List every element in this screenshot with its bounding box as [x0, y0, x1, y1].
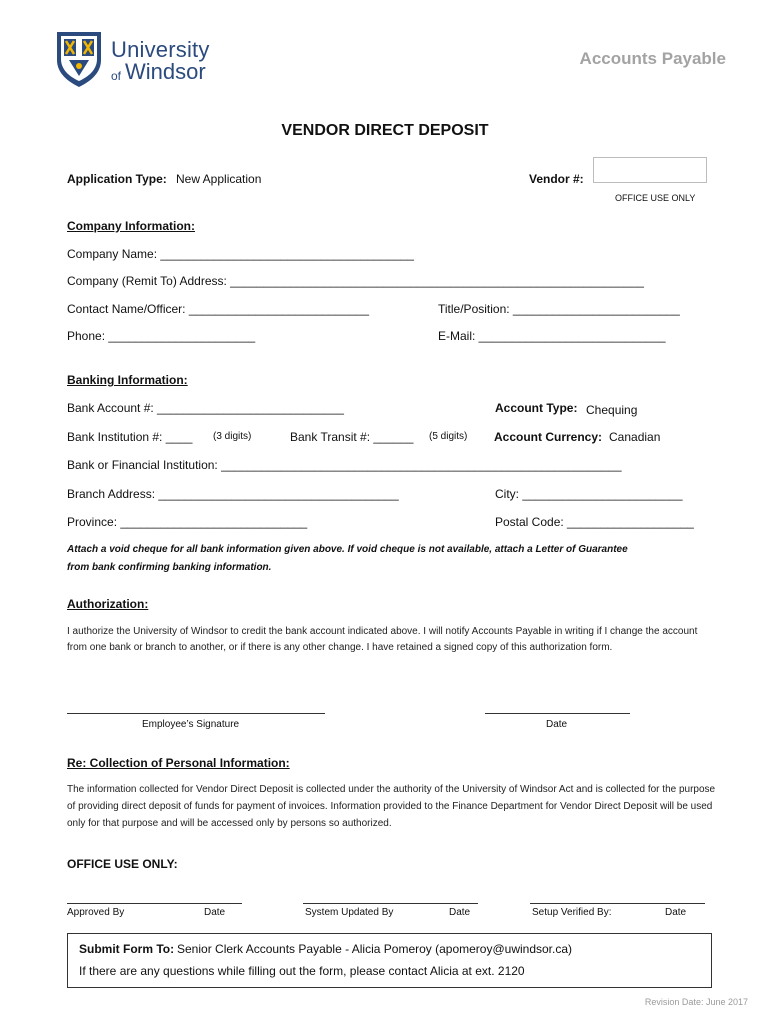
page-title: VENDOR DIRECT DEPOSIT: [281, 122, 489, 139]
company-info-heading: Company Information:: [67, 219, 195, 233]
contact-name-field[interactable]: Contact Name/Officer: ___________________________: [67, 302, 370, 316]
signature-date-label: Date: [546, 719, 568, 730]
approved-date-label: Date: [204, 907, 226, 918]
office-use-only-note: OFFICE USE ONLY: [615, 193, 696, 203]
application-type-value[interactable]: New Application: [176, 172, 262, 186]
shield-crest-icon: [55, 30, 103, 88]
system-date-label: Date: [449, 907, 471, 918]
void-cheque-note-line1: Attach a void cheque for all bank information given above. If void cheque is not available, attach a Letter of Guarantee: [67, 544, 628, 555]
banking-info-heading: Banking Information:: [67, 373, 188, 387]
setup-date-label: Date: [665, 907, 687, 918]
logo-windsor-text: Windsor: [125, 59, 206, 84]
account-currency-label: Account Currency:: [494, 430, 603, 444]
submit-contact-note: If there are any questions while filling out the form, please contact Alicia at ext. 2120: [79, 964, 525, 978]
account-currency-value[interactable]: Canadian: [609, 430, 661, 444]
branch-address-field[interactable]: Branch Address: ____________________________________: [67, 487, 399, 501]
bank-transit-hint: (5 digits): [429, 431, 468, 442]
application-type-label: Application Type:: [67, 172, 167, 186]
authorization-heading: Authorization:: [67, 597, 149, 611]
logo-of-text: of: [111, 69, 122, 83]
approved-by-label: Approved By: [67, 907, 125, 918]
signature-line[interactable]: [67, 713, 325, 714]
submit-recipient: Senior Clerk Accounts Payable - Alicia Pomeroy (apomeroy@uwindsor.ca): [177, 942, 573, 956]
submit-info-box: [67, 933, 712, 988]
vendor-number-field[interactable]: [593, 157, 707, 183]
submit-form-label: Submit Form To:: [79, 942, 175, 956]
approved-by-line[interactable]: [67, 903, 242, 904]
title-position-field[interactable]: Title/Position: _________________________: [438, 302, 680, 316]
university-logo: [55, 30, 215, 90]
office-use-heading: OFFICE USE ONLY:: [67, 857, 178, 871]
setup-verified-by-label: Setup Verified By:: [532, 907, 612, 918]
revision-date: Revision Date: June 2017: [644, 997, 748, 1007]
void-cheque-note-line2: from bank confirming banking information.: [67, 562, 272, 573]
system-updated-by-label: System Updated By: [305, 907, 394, 918]
account-type-value[interactable]: Chequing: [586, 403, 638, 417]
company-name-field[interactable]: Company Name: ______________________________________: [67, 247, 414, 261]
logo-university-text: University: [111, 37, 210, 62]
bank-account-field[interactable]: Bank Account #: ____________________________: [67, 401, 344, 415]
company-remit-address-field[interactable]: Company (Remit To) Address: ______________________________________________________________: [67, 274, 644, 288]
province-field[interactable]: Province: ____________________________: [67, 515, 308, 529]
employee-signature-label: Employee’s Signature: [142, 719, 240, 730]
bank-institution-field[interactable]: Bank Institution #: ____: [67, 430, 193, 444]
setup-verified-line[interactable]: [530, 903, 705, 904]
bank-institution-hint: (3 digits): [213, 431, 252, 442]
email-field[interactable]: E-Mail: ____________________________: [438, 329, 666, 343]
privacy-heading: Re: Collection of Personal Information:: [67, 756, 290, 770]
postal-code-field[interactable]: Postal Code: ___________________: [495, 515, 694, 529]
authorization-text: I authorize the University of Windsor to credit the bank account indicated above. I will notify Accounts Payable in writing if I change the account from one bank or branch to another, or if there is any other change. I have retained a signed copy of this authorization form.: [67, 626, 698, 653]
vendor-number-label: Vendor #:: [529, 172, 584, 186]
account-type-label: Account Type:: [495, 401, 578, 415]
financial-institution-field[interactable]: Bank or Financial Institution: ____________________________________________________________: [67, 458, 622, 472]
system-updated-line[interactable]: [303, 903, 478, 904]
department-title: Accounts Payable: [579, 49, 726, 68]
signature-date-line[interactable]: [485, 713, 630, 714]
privacy-text: The information collected for Vendor Direct Deposit is collected under the authority of the University of Windsor Act and is collected for the purpose of providing direct deposit of funds for payment of invoices. Information provided to the Finance Department for Vendor Direct Deposit will be used only for that purpose and will be accessed only by persons so authorized.: [67, 784, 716, 829]
bank-transit-field[interactable]: Bank Transit #: ______: [290, 430, 414, 444]
city-field[interactable]: City: ________________________: [495, 487, 683, 501]
phone-field[interactable]: Phone: ______________________: [67, 329, 256, 343]
